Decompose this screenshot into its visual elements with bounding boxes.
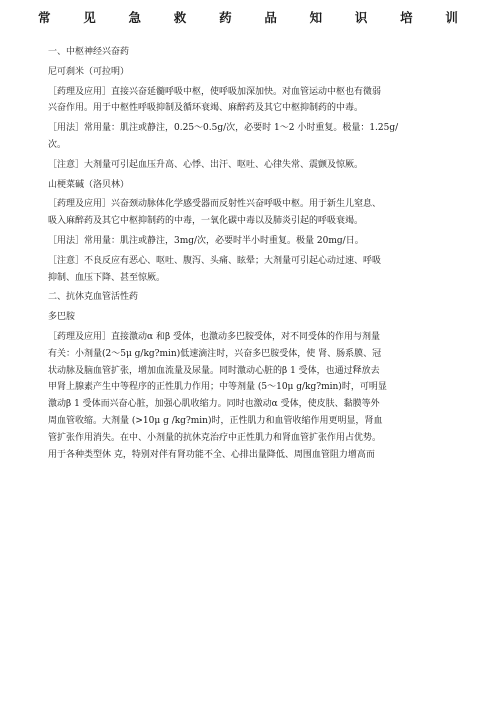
title-char: 训 [445,10,458,25]
text-line: 二、抗休克血管活性药 [48,292,139,303]
text-line: 一、中枢神经兴奋药 [48,47,130,57]
text-line: 周血管收缩。大剂量 (>10μ g /kg?min)时，正性肌力和血管收缩作用更明显，肾血 [48,415,383,426]
text-line: 激动β 1 受体而兴奋心脏，加强心肌收缩力。同时也激动α 受体，使皮肤、黏膜等外 [48,399,380,410]
paragraph [48,309,456,326]
title-char: 急 [128,10,142,25]
text-line: 兴奋作用。用于中枢性呼吸抑制及循环衰竭、麻醉药及其它中枢抑制药的中毒。 [48,103,364,114]
text-line: 吸入麻醉药及其它中枢抑制药的中毒，一氧化碳中毒以及肺炎引起的呼吸衰竭。 [48,216,364,227]
text-line: 状动脉及脑血管扩张，增加血流量及尿量。同时激动心脏的β 1 受体，也通过释放去 [48,365,380,376]
text-line: 多巴胺 [48,312,76,323]
paragraph [48,84,456,118]
paragraph [48,64,456,81]
text-line: 有关：小剂量(2～5μ g/kg?min)低速滴注时，兴奋多巴胺受体，使 肾、肠系膜、冠 [48,348,382,359]
paragraph [48,329,456,463]
title-char: 药 [219,10,232,25]
title-char: 知 [309,10,323,25]
paragraph [48,253,456,287]
title-char: 救 [173,10,187,25]
text-line: ［药理及应用］兴奋颈动脉体化学感受器而反射性兴奋呼吸中枢。用于新生儿窒息、 [48,199,382,210]
text-line: ［用法］常用量：肌注或静注，3mg/次，必要时半小时重复。极量 20mg/日。 [48,235,364,246]
title-char: 识 [354,10,368,25]
text-line: ［注意］大剂量可引起血压升高、心悸、出汗、呕吐、心律失常、震颤及惊厥。 [48,159,364,170]
title-char: 培 [400,10,413,25]
document-body [48,44,456,466]
text-line: 山梗菜碱（洛贝林） [48,179,130,190]
paragraph [48,120,456,154]
text-line: 用于各种类型休 克，特别对伴有肾功能不全、心排出量降低、周围血管阻力增高而 [48,449,375,460]
title-char: 见 [83,10,96,25]
title-char: 品 [264,10,277,25]
text-line: 抑制、血压下降、甚至惊厥。 [48,272,166,283]
text-line: 次。 [48,139,67,150]
text-line: 管扩张作用消失。在中、小剂量的抗休克治疗中正性肌力和肾血管扩张作用占优势。 [48,432,382,443]
paragraph [48,157,456,174]
document-title [38,8,458,26]
text-line: ［注意］不良反应有恶心、呕吐、腹泻、头痛、眩晕；大剂量可引起心动过速、呼吸 [48,255,382,266]
text-line: 尼可刹米（可拉明） [48,66,130,77]
paragraph [48,44,456,61]
text-line: ［用法］常用量：肌注或静注，0.25～0.5g/次，必要时 1～2 小时重复。极量：1.25g/ [48,123,399,134]
text-line: ［药理及应用］直接激动α 和β 受体，也激动多巴胺受体，对不同受体的作用与剂量 [48,331,381,342]
paragraph [48,196,456,230]
paragraph [48,289,456,306]
text-line: 甲肾上腺素产生中等程序的正性肌力作用；中等剂量 (5～10μ g/kg?min)时，可明显 [48,382,387,393]
text-line: ［药理及应用］直接兴奋延髓呼吸中枢，使呼吸加深加快。对血管运动中枢也有微弱 [48,86,382,97]
paragraph [48,233,456,250]
title-char: 常 [38,10,51,25]
paragraph [48,177,456,194]
